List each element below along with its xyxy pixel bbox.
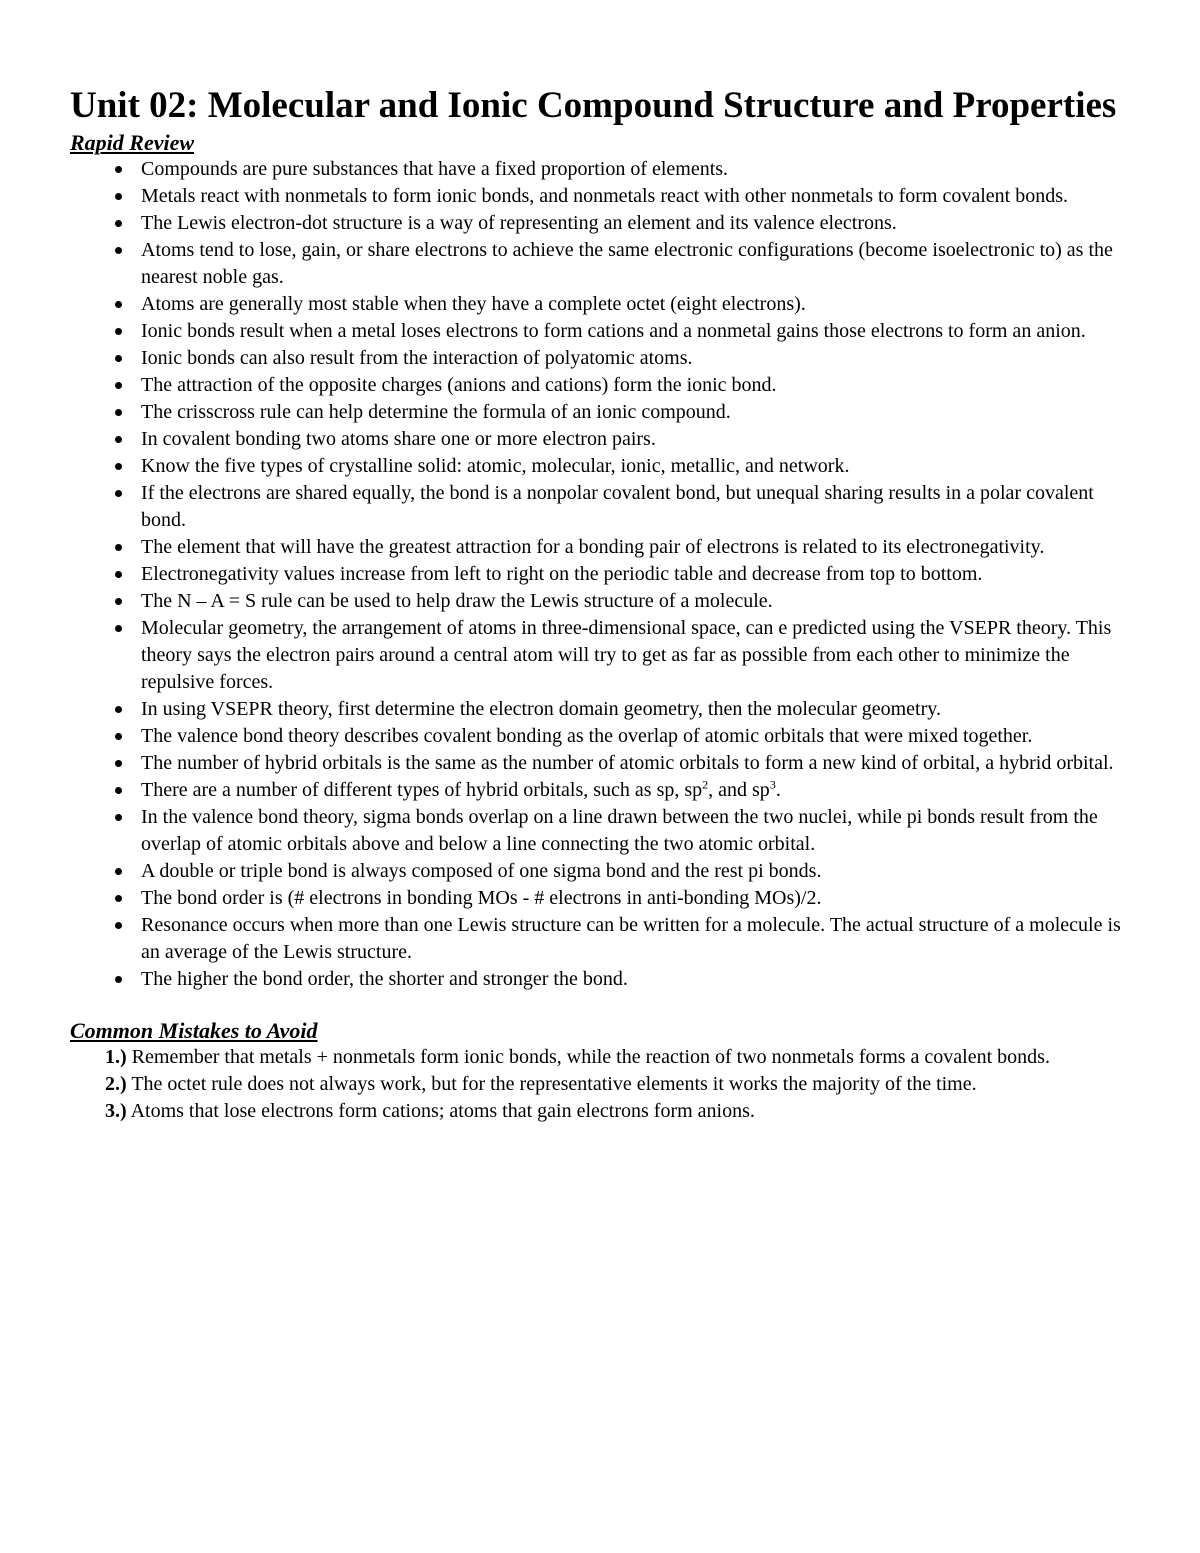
list-item-text: Atoms are generally most stable when they have a complete octet (eight electrons). xyxy=(141,293,806,315)
list-item-text: The N – A = S rule can be used to help draw the Lewis structure of a molecule. xyxy=(141,590,773,612)
list-item-text: In covalent bonding two atoms share one or more electron pairs. xyxy=(141,428,656,450)
list-item-text: The Lewis electron-dot structure is a way of representing an element and its valence electrons. xyxy=(141,212,897,234)
bullet-icon xyxy=(115,382,122,389)
list-item xyxy=(70,372,1132,399)
list-number: 2.) xyxy=(105,1073,127,1095)
bullet-icon xyxy=(115,733,122,740)
rapid-review-list xyxy=(70,156,1132,993)
bullet-icon xyxy=(115,787,122,794)
list-item xyxy=(70,1098,1132,1125)
list-item xyxy=(70,318,1132,345)
list-item-text: Metals react with nonmetals to form ionic bonds, and nonmetals react with other nonmetals to form covalent bonds. xyxy=(141,185,1069,207)
list-item-text: The bond order is (# electrons in bonding MOs - # electrons in anti-bonding MOs)/2. xyxy=(141,887,822,909)
list-item xyxy=(70,885,1132,912)
list-item-text: Know the five types of crystalline solid: atomic, molecular, ionic, metallic, and network. xyxy=(141,455,850,477)
list-item xyxy=(70,750,1132,777)
list-item xyxy=(70,777,1132,804)
bullet-icon xyxy=(115,436,122,443)
list-item xyxy=(70,615,1132,696)
list-item-text: Ionic bonds result when a metal loses electrons to form cations and a nonmetal gains those electrons to form an anion. xyxy=(141,320,1086,342)
bullet-icon xyxy=(115,760,122,767)
list-item-text: The higher the bond order, the shorter and stronger the bond. xyxy=(141,968,628,990)
list-item xyxy=(70,210,1132,237)
list-item-text: Compounds are pure substances that have a fixed proportion of elements. xyxy=(141,158,729,180)
bullet-icon xyxy=(115,625,122,632)
list-item-text: The attraction of the opposite charges (anions and cations) form the ionic bond. xyxy=(141,374,777,396)
bullet-icon xyxy=(115,490,122,497)
list-item-text: The valence bond theory describes covalent bonding as the overlap of atomic orbitals that were mixed together. xyxy=(141,725,1033,747)
document-page xyxy=(70,80,1132,1125)
list-item xyxy=(70,345,1132,372)
list-item xyxy=(70,183,1132,210)
bullet-icon xyxy=(115,868,122,875)
bullet-icon xyxy=(115,166,122,173)
bullet-icon xyxy=(115,247,122,254)
list-item xyxy=(70,966,1132,993)
bullet-icon xyxy=(115,976,122,983)
bullet-icon xyxy=(115,355,122,362)
bullet-icon xyxy=(115,895,122,902)
bullet-icon xyxy=(115,301,122,308)
bullet-icon xyxy=(115,706,122,713)
list-item xyxy=(70,723,1132,750)
list-item-text: Atoms tend to lose, gain, or share electrons to achieve the same electronic configurations (become isoelectronic to) as the nearest noble gas. xyxy=(141,239,1113,288)
list-item-text: The element that will have the greatest attraction for a bonding pair of electrons is related to its electronegativity. xyxy=(141,536,1045,558)
list-item xyxy=(70,561,1132,588)
list-item-text: . xyxy=(775,779,781,801)
list-item xyxy=(70,453,1132,480)
list-item-text: The octet rule does not always work, but for the representative elements it works the majority of the time. xyxy=(131,1073,977,1095)
list-item xyxy=(70,399,1132,426)
list-item xyxy=(70,912,1132,966)
bullet-icon xyxy=(115,193,122,200)
bullet-icon xyxy=(115,544,122,551)
list-item-text: Electronegativity values increase from left to right on the periodic table and decrease from top to bottom. xyxy=(141,563,983,585)
list-item xyxy=(70,480,1132,534)
list-item-text: A double or triple bond is always composed of one sigma bond and the rest pi bonds. xyxy=(141,860,822,882)
bullet-icon xyxy=(115,328,122,335)
list-item xyxy=(70,1044,1132,1071)
bullet-icon xyxy=(115,571,122,578)
list-item-text: Ionic bonds can also result from the interaction of polyatomic atoms. xyxy=(141,347,693,369)
list-item-text: Atoms that lose electrons form cations; atoms that gain electrons form anions. xyxy=(130,1100,755,1122)
list-item-text: , and sp xyxy=(708,779,770,801)
list-number: 3.) xyxy=(105,1100,127,1122)
common-mistakes-list xyxy=(70,1044,1132,1125)
page-title: Unit 02: Molecular and Ionic Compound Structure and Properties xyxy=(70,85,1117,126)
list-item-text: Resonance occurs when more than one Lewis structure can be written for a molecule. The actual structure of a molecule is an average of the Lewis structure. xyxy=(141,914,1121,963)
bullet-icon xyxy=(115,598,122,605)
list-item-text: Molecular geometry, the arrangement of atoms in three-dimensional space, can e predicted using the VSEPR theory. This theory says the electron pairs around a central atom will try to get as far as possible from each other to minimize the repulsive forces. xyxy=(141,617,1112,693)
superscript: 2 xyxy=(702,777,709,792)
list-item-text: The crisscross rule can help determine the formula of an ionic compound. xyxy=(141,401,731,423)
list-item-text: In the valence bond theory, sigma bonds overlap on a line drawn between the two nuclei, while pi bonds result from the overlap of atomic orbitals above and below a line connecting the two atomic orbital. xyxy=(141,806,1098,855)
list-item xyxy=(70,291,1132,318)
list-item-text: Remember that metals + nonmetals form ionic bonds, while the reaction of two nonmetals forms a covalent bonds. xyxy=(131,1046,1050,1068)
bullet-icon xyxy=(115,220,122,227)
list-item xyxy=(70,237,1132,291)
list-item xyxy=(70,426,1132,453)
rapid-review-heading: Rapid Review xyxy=(70,130,195,155)
list-item xyxy=(70,858,1132,885)
list-item-text: There are a number of different types of hybrid orbitals, such as sp, sp xyxy=(141,779,703,801)
superscript: 3 xyxy=(769,777,776,792)
bullet-icon xyxy=(115,409,122,416)
list-item-text: In using VSEPR theory, first determine the electron domain geometry, then the molecular geometry. xyxy=(141,698,941,720)
list-item-text: If the electrons are shared equally, the bond is a nonpolar covalent bond, but unequal sharing results in a polar covalent bond. xyxy=(141,482,1094,531)
list-item xyxy=(70,534,1132,561)
bullet-icon xyxy=(115,463,122,470)
list-item-text: The number of hybrid orbitals is the same as the number of atomic orbitals to form a new kind of orbital, a hybrid orbital. xyxy=(141,752,1114,774)
bullet-icon xyxy=(115,814,122,821)
list-item xyxy=(70,156,1132,183)
bullet-icon xyxy=(115,922,122,929)
list-item xyxy=(70,588,1132,615)
list-item xyxy=(70,804,1132,858)
list-number: 1.) xyxy=(105,1046,127,1068)
list-item xyxy=(70,696,1132,723)
list-item xyxy=(70,1071,1132,1098)
common-mistakes-heading: Common Mistakes to Avoid xyxy=(70,1018,318,1043)
